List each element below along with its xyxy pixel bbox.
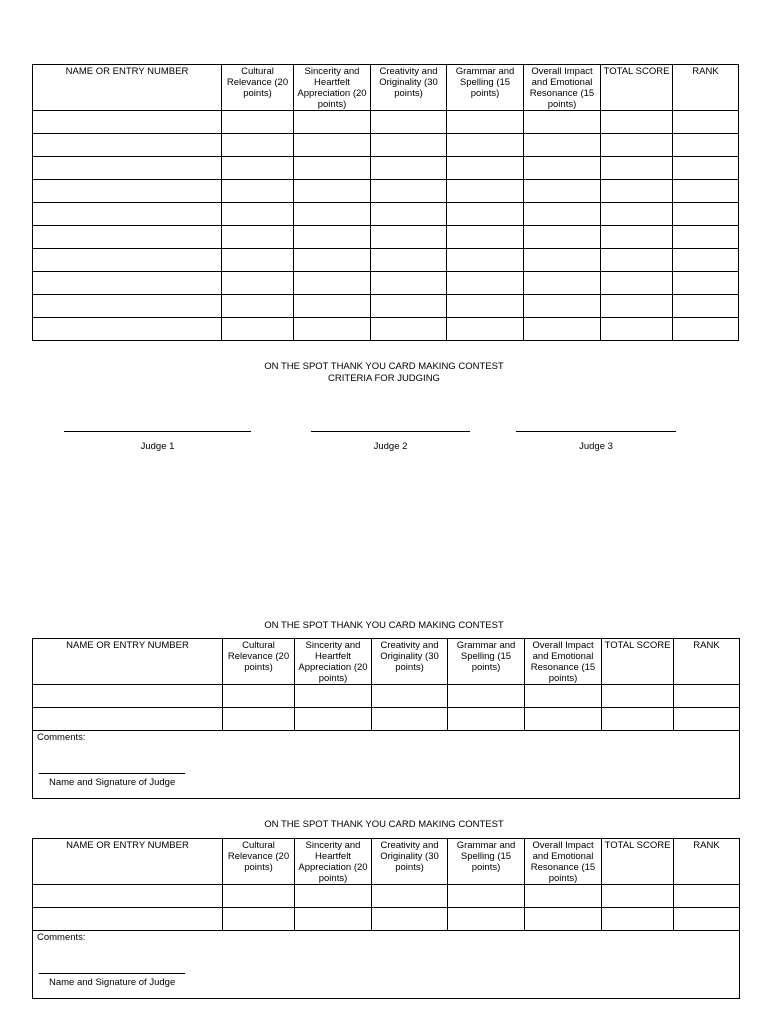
cell[interactable] [448, 908, 525, 931]
judge-3-label: Judge 3 [579, 441, 613, 452]
cell[interactable] [371, 180, 447, 203]
cell[interactable] [673, 203, 739, 226]
cell[interactable] [674, 685, 740, 708]
cell[interactable] [295, 885, 372, 908]
cell[interactable] [601, 180, 673, 203]
cell[interactable] [33, 157, 222, 180]
cell[interactable] [223, 885, 295, 908]
cell[interactable] [524, 249, 601, 272]
header-name: NAME OR ENTRY NUMBER [33, 639, 223, 685]
header-creativity: Creativity and Originality (30 points) [371, 65, 447, 111]
cell[interactable] [371, 203, 447, 226]
comments-label: Comments: [37, 732, 86, 743]
table-row [33, 318, 739, 341]
judge-signature-line[interactable] [39, 973, 185, 974]
cell[interactable] [674, 908, 740, 931]
judge-1-label: Judge 1 [140, 441, 175, 452]
cell[interactable] [673, 295, 739, 318]
cell[interactable] [673, 134, 739, 157]
cell[interactable] [372, 685, 448, 708]
cell[interactable] [601, 272, 673, 295]
judge-signature-label: Name and Signature of Judge [49, 777, 176, 788]
header-cultural-relevance: Cultural Relevance (20 points) [222, 65, 294, 111]
cell[interactable] [525, 685, 602, 708]
table-row [33, 134, 739, 157]
cell[interactable] [601, 318, 673, 341]
table-row [33, 708, 740, 731]
judge-2-label: Judge 2 [373, 441, 408, 452]
judge-sheet-1 [32, 638, 740, 799]
cell[interactable] [294, 318, 371, 341]
table-row [33, 203, 739, 226]
header-total-score: TOTAL SCORE [602, 839, 674, 885]
table-row [33, 685, 740, 708]
cell[interactable] [295, 685, 372, 708]
cell[interactable] [222, 318, 294, 341]
table-header-row [33, 839, 740, 885]
cell[interactable] [524, 272, 601, 295]
judge-1-signature [64, 431, 251, 452]
cell[interactable] [447, 203, 524, 226]
cell[interactable] [447, 226, 524, 249]
cell[interactable] [33, 134, 222, 157]
cell[interactable] [447, 318, 524, 341]
signature-line[interactable] [311, 431, 470, 432]
header-rank: RANK [674, 639, 740, 685]
cell[interactable] [372, 708, 448, 731]
cell[interactable] [447, 295, 524, 318]
cell[interactable] [448, 708, 525, 731]
cell[interactable] [222, 249, 294, 272]
cell[interactable] [33, 249, 222, 272]
header-grammar: Grammar and Spelling (15 points) [447, 65, 524, 111]
cell[interactable] [601, 203, 673, 226]
cell[interactable] [601, 111, 673, 134]
signature-line[interactable] [516, 431, 676, 432]
cell[interactable] [222, 134, 294, 157]
table-row [33, 249, 739, 272]
judge-signature-line[interactable] [39, 773, 185, 774]
cell[interactable] [33, 272, 222, 295]
cell[interactable] [673, 272, 739, 295]
header-name: NAME OR ENTRY NUMBER [33, 839, 223, 885]
cell[interactable] [448, 885, 525, 908]
cell[interactable] [33, 318, 222, 341]
cell[interactable] [371, 226, 447, 249]
cell[interactable] [223, 685, 295, 708]
cell[interactable] [33, 708, 223, 731]
cell[interactable] [525, 708, 602, 731]
cell[interactable] [371, 318, 447, 341]
cell[interactable] [447, 180, 524, 203]
cell[interactable] [33, 226, 222, 249]
cell[interactable] [447, 134, 524, 157]
cell[interactable] [371, 272, 447, 295]
cell[interactable] [674, 708, 740, 731]
cell[interactable] [372, 908, 448, 931]
cell[interactable] [294, 111, 371, 134]
cell[interactable] [601, 134, 673, 157]
criteria-title: CRITERIA FOR JUDGING [328, 373, 440, 384]
header-creativity: Creativity and Originality (30 points) [372, 639, 448, 685]
header-rank: RANK [674, 839, 740, 885]
cell[interactable] [447, 111, 524, 134]
cell[interactable] [222, 295, 294, 318]
cell[interactable] [33, 111, 222, 134]
header-grammar: Grammar and Spelling (15 points) [448, 839, 525, 885]
comments-row [33, 931, 740, 999]
cell[interactable] [448, 685, 525, 708]
header-overall-impact: Overall Impact and Emotional Resonance (15 points) [524, 65, 601, 111]
cell[interactable] [447, 272, 524, 295]
table-header-row [33, 639, 740, 685]
cell[interactable] [295, 708, 372, 731]
cell[interactable] [674, 885, 740, 908]
cell[interactable] [525, 885, 602, 908]
cell[interactable] [673, 111, 739, 134]
cell[interactable] [294, 226, 371, 249]
cell[interactable] [371, 157, 447, 180]
comments-row [33, 731, 740, 799]
cell[interactable] [371, 134, 447, 157]
cell[interactable] [524, 203, 601, 226]
cell[interactable] [222, 111, 294, 134]
header-grammar: Grammar and Spelling (15 points) [448, 639, 525, 685]
cell[interactable] [294, 272, 371, 295]
cell[interactable] [33, 908, 223, 931]
cell[interactable] [447, 249, 524, 272]
header-creativity: Creativity and Originality (30 points) [372, 839, 448, 885]
judge-2-signature [311, 431, 470, 452]
cell[interactable] [524, 318, 601, 341]
cell[interactable] [524, 226, 601, 249]
cell[interactable] [294, 295, 371, 318]
table-row [33, 885, 740, 908]
header-sincerity: Sincerity and Heartfelt Appreciation (20 points) [295, 639, 372, 685]
signature-line[interactable] [64, 431, 251, 432]
comments-label: Comments: [37, 932, 86, 943]
cell[interactable] [33, 295, 222, 318]
judge-3-signature [516, 431, 676, 452]
judge-sheet-2 [32, 838, 740, 999]
header-name: NAME OR ENTRY NUMBER [33, 65, 222, 111]
cell[interactable] [524, 180, 601, 203]
table-row [33, 180, 739, 203]
header-total-score: TOTAL SCORE [601, 65, 673, 111]
cell[interactable] [525, 908, 602, 931]
cell[interactable] [222, 157, 294, 180]
cell[interactable] [602, 708, 674, 731]
cell[interactable] [673, 226, 739, 249]
cell[interactable] [371, 111, 447, 134]
cell[interactable] [447, 157, 524, 180]
table-row [33, 295, 739, 318]
cell[interactable] [223, 908, 295, 931]
cell[interactable] [602, 885, 674, 908]
header-total-score: TOTAL SCORE [602, 639, 674, 685]
cell[interactable] [524, 157, 601, 180]
header-sincerity: Sincerity and Heartfelt Appreciation (20 points) [295, 839, 372, 885]
cell[interactable] [601, 157, 673, 180]
header-overall-impact: Overall Impact and Emotional Resonance (15 points) [525, 839, 602, 885]
header-cultural-relevance: Cultural Relevance (20 points) [223, 639, 295, 685]
cell[interactable] [294, 249, 371, 272]
judge-signature-label: Name and Signature of Judge [49, 977, 176, 988]
cell[interactable] [673, 157, 739, 180]
cell[interactable] [294, 134, 371, 157]
cell[interactable] [673, 318, 739, 341]
table-row [33, 272, 739, 295]
header-rank: RANK [673, 65, 739, 111]
cell[interactable] [222, 226, 294, 249]
cell[interactable] [602, 908, 674, 931]
cell[interactable] [524, 111, 601, 134]
cell[interactable] [222, 203, 294, 226]
contest-title-sheet-2: ON THE SPOT THANK YOU CARD MAKING CONTEST [264, 819, 504, 830]
table-row [33, 908, 740, 931]
header-cultural-relevance: Cultural Relevance (20 points) [223, 839, 295, 885]
cell[interactable] [601, 226, 673, 249]
table-row [33, 157, 739, 180]
comments-area[interactable] [33, 931, 740, 999]
contest-title: ON THE SPOT THANK YOU CARD MAKING CONTEST [264, 361, 504, 372]
contest-title-sheet-1: ON THE SPOT THANK YOU CARD MAKING CONTEST [264, 620, 504, 631]
table-row [33, 111, 739, 134]
cell[interactable] [601, 249, 673, 272]
cell[interactable] [222, 180, 294, 203]
cell[interactable] [222, 272, 294, 295]
cell[interactable] [33, 685, 223, 708]
cell[interactable] [223, 708, 295, 731]
cell[interactable] [33, 180, 222, 203]
header-overall-impact: Overall Impact and Emotional Resonance (15 points) [525, 639, 602, 685]
cell[interactable] [602, 685, 674, 708]
cell[interactable] [524, 134, 601, 157]
table-header-row [33, 65, 739, 111]
cell[interactable] [33, 885, 223, 908]
cell[interactable] [33, 203, 222, 226]
header-sincerity: Sincerity and Heartfelt Appreciation (20 points) [294, 65, 371, 111]
cell[interactable] [372, 885, 448, 908]
cell[interactable] [295, 908, 372, 931]
cell[interactable] [371, 295, 447, 318]
cell[interactable] [294, 203, 371, 226]
score-table-main [32, 64, 739, 341]
cell[interactable] [673, 249, 739, 272]
cell[interactable] [294, 157, 371, 180]
cell[interactable] [601, 295, 673, 318]
comments-area[interactable] [33, 731, 740, 799]
cell[interactable] [524, 295, 601, 318]
cell[interactable] [294, 180, 371, 203]
cell[interactable] [371, 249, 447, 272]
cell[interactable] [673, 180, 739, 203]
table-row [33, 226, 739, 249]
